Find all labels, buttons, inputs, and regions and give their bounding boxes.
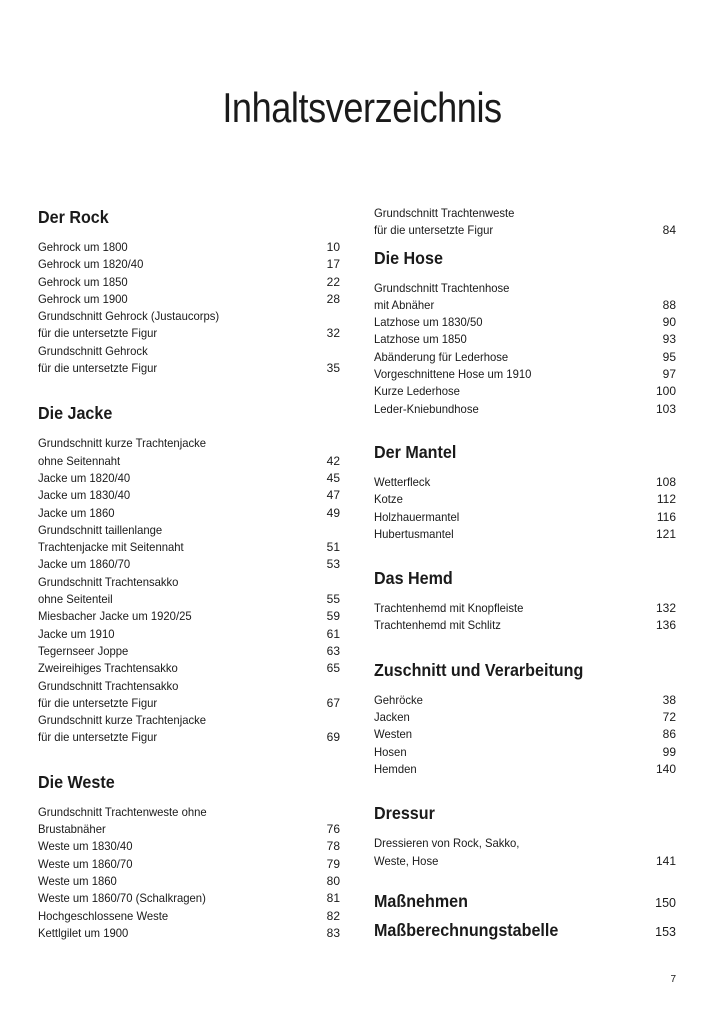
toc-entry[interactable] <box>38 308 340 325</box>
entry-label: Grundschnitt Gehrock (Justaucorps) <box>38 309 220 324</box>
toc-entry[interactable] <box>38 291 340 308</box>
entry-label: Leder-Kniebundhose <box>374 401 479 416</box>
entry-page: 42 <box>326 453 340 468</box>
entry-label: Jacke um 1860 <box>38 505 115 520</box>
section-heading: Zuschnitt und Verarbeitung <box>374 659 584 680</box>
entry-page: 45 <box>326 470 340 485</box>
entry-page: 82 <box>326 908 340 923</box>
entry-page: 150 <box>655 895 676 910</box>
toc-entry[interactable] <box>374 692 676 709</box>
entry-label: Jacke um 1830/40 <box>38 488 131 503</box>
entry-label: Hubertusmantel <box>374 526 454 541</box>
toc-entry[interactable] <box>38 695 340 712</box>
entry-page: 103 <box>655 401 676 416</box>
toc-entry[interactable] <box>38 804 340 821</box>
entry-label: für die untersetzte Figur <box>374 223 494 238</box>
entry-label: Grundschnitt Trachtensakko <box>38 678 179 693</box>
entry-label: Holzhauermantel <box>374 509 460 524</box>
continued-entry-list <box>374 205 676 240</box>
entry-label: Weste um 1860/70 <box>38 856 133 871</box>
entry-label: Grundschnitt kurze Trachtenjacke <box>38 436 207 451</box>
entry-page: 55 <box>326 592 340 607</box>
toc-entry[interactable] <box>38 821 340 838</box>
toc-entry[interactable] <box>374 366 676 383</box>
toc-entry[interactable] <box>374 205 676 222</box>
entry-page: 112 <box>656 492 676 507</box>
entry-label: Vorgeschnittene Hose um 1910 <box>374 367 532 382</box>
entry-label: für die untersetzte Figur <box>38 695 158 710</box>
entry-label: Gehrock um 1850 <box>38 274 128 289</box>
entry-page: 132 <box>655 601 676 616</box>
toc-entry[interactable] <box>38 453 340 470</box>
entry-label: Weste um 1860 <box>38 873 117 888</box>
toc-entry[interactable] <box>374 617 676 634</box>
entry-page: 108 <box>655 474 676 489</box>
entry-label: Maßnehmen <box>374 890 468 911</box>
entry-page: 79 <box>326 856 340 871</box>
toc-entry-massberechnungstabelle[interactable] <box>374 920 676 950</box>
section-heading: Die Jacke <box>38 403 113 424</box>
toc-section-dressur <box>374 802 676 870</box>
entry-label: Latzhose um 1850 <box>374 332 467 347</box>
entry-label: Jacke um 1820/40 <box>38 470 131 485</box>
entry-page: 28 <box>326 291 340 306</box>
entry-label: Latzhose um 1830/50 <box>374 315 483 330</box>
toc-entry[interactable] <box>374 761 676 778</box>
entry-label: Hochgeschlossene Weste <box>38 908 169 923</box>
toc-entry[interactable] <box>38 487 340 504</box>
toc-entry[interactable] <box>38 660 340 677</box>
entry-page: 121 <box>655 526 676 541</box>
toc-entry[interactable] <box>38 591 340 608</box>
toc-entry[interactable] <box>38 838 340 855</box>
entry-label: Weste um 1860/70 (Schalkragen) <box>38 891 206 906</box>
entry-label: Hemden <box>374 761 417 776</box>
entry-label: Weste, Hose <box>374 853 439 868</box>
entry-label: Jacke um 1860/70 <box>38 557 131 572</box>
toc-left-column <box>38 206 340 942</box>
section-heading: Das Hemd <box>374 568 453 589</box>
toc-entry[interactable] <box>38 343 340 360</box>
entry-page: 81 <box>326 891 340 906</box>
entry-label: Gehrock um 1800 <box>38 240 128 254</box>
entry-label: Weste um 1830/40 <box>38 839 133 854</box>
toc-section-zuschnitt <box>374 659 676 778</box>
toc-entry[interactable] <box>38 608 340 625</box>
entry-page: 61 <box>326 626 340 641</box>
entry-page: 59 <box>326 609 340 624</box>
toc-entry[interactable] <box>374 222 676 239</box>
toc-section-weste <box>38 771 340 942</box>
entry-page: 65 <box>326 661 340 676</box>
toc-entry[interactable] <box>374 835 676 852</box>
entry-page: 10 <box>326 240 340 254</box>
entry-page: 22 <box>326 274 340 289</box>
entry-page: 83 <box>326 925 340 940</box>
entry-label: Trachtenjacke mit Seitennaht <box>38 540 184 555</box>
entry-label: Dressieren von Rock, Sakko, <box>374 836 520 851</box>
entry-list <box>38 239 340 377</box>
toc-entry-massnehmen[interactable] <box>374 891 676 921</box>
big-entry-list <box>374 891 676 950</box>
entry-page: 90 <box>662 315 676 330</box>
entry-page: 141 <box>655 853 676 868</box>
toc-section-jacke <box>38 402 340 746</box>
toc-entry[interactable] <box>374 491 676 508</box>
toc-entry[interactable] <box>38 470 340 487</box>
entry-page: 86 <box>662 727 676 742</box>
entry-label: Westen <box>374 727 413 742</box>
entry-page: 67 <box>326 695 340 710</box>
toc-section-mantel <box>374 441 676 543</box>
toc-entry[interactable] <box>38 556 340 573</box>
toc-entry[interactable] <box>374 401 676 418</box>
toc-entry[interactable] <box>38 729 340 746</box>
entry-page: 93 <box>662 332 676 347</box>
toc-entry[interactable] <box>374 600 676 617</box>
entry-page: 63 <box>326 643 340 658</box>
toc-entry[interactable] <box>38 274 340 291</box>
toc-entry[interactable] <box>38 908 340 925</box>
entry-label: Kurze Lederhose <box>374 384 460 399</box>
toc-entry[interactable] <box>38 873 340 890</box>
toc-entry[interactable] <box>38 626 340 643</box>
entry-page: 88 <box>662 297 676 312</box>
toc-entry[interactable] <box>374 526 676 543</box>
toc-entry[interactable] <box>374 331 676 348</box>
toc-entry[interactable] <box>374 744 676 761</box>
entry-label: Zweireihiges Trachtensakko <box>38 661 178 676</box>
section-heading: Der Rock <box>38 207 109 227</box>
toc-entry[interactable] <box>38 435 340 452</box>
toc-entry[interactable] <box>38 256 340 273</box>
toc-entry[interactable] <box>38 925 340 942</box>
section-heading: Der Mantel <box>374 441 457 462</box>
page-number: 7 <box>670 974 676 985</box>
toc-entry[interactable] <box>374 297 676 314</box>
entry-page: 78 <box>326 839 340 854</box>
entry-page: 32 <box>326 326 340 341</box>
toc-entry[interactable] <box>374 853 676 870</box>
entry-label: Grundschnitt Trachtenweste ohne <box>38 804 207 819</box>
entry-list <box>374 600 676 635</box>
entry-label: mit Abnäher <box>374 297 435 312</box>
entry-page: 51 <box>326 540 340 555</box>
entry-page: 80 <box>326 873 340 888</box>
entry-label: Jacken <box>374 710 410 725</box>
toc-entry[interactable] <box>38 239 340 256</box>
entry-label: Grundschnitt kurze Trachtenjacke <box>38 713 207 728</box>
entry-label: Miesbacher Jacke um 1920/25 <box>38 609 192 624</box>
toc-section-hemd <box>374 567 676 635</box>
entry-label: ohne Seitennaht <box>38 453 121 468</box>
entry-label: Hosen <box>374 744 407 759</box>
toc-entry[interactable] <box>374 349 676 366</box>
section-heading: Die Hose <box>374 247 443 268</box>
toc-entry[interactable] <box>38 539 340 556</box>
entry-page: 35 <box>326 361 340 376</box>
entry-page: 17 <box>326 257 340 272</box>
toc-entry[interactable] <box>38 712 340 729</box>
toc-entry[interactable] <box>38 678 340 695</box>
entry-label: Gehrock um 1900 <box>38 291 128 306</box>
entry-label: Jacke um 1910 <box>38 626 115 641</box>
entry-label: Brustabnäher <box>38 822 106 837</box>
toc-entry[interactable] <box>38 360 340 377</box>
toc-section-rock <box>38 206 340 377</box>
entry-list <box>374 835 676 870</box>
toc-entry[interactable] <box>374 709 676 726</box>
entry-label: Maßberechnungstabelle <box>374 920 559 941</box>
entry-page: 97 <box>662 367 676 382</box>
entry-label: für die untersetzte Figur <box>38 361 158 376</box>
toc-right-column <box>374 206 676 950</box>
entry-label: Kettlgilet um 1900 <box>38 925 129 940</box>
entry-list <box>38 804 340 942</box>
section-heading: Die Weste <box>38 771 115 792</box>
entry-page: 136 <box>655 618 676 633</box>
entry-page: 153 <box>655 925 676 940</box>
toc-entry[interactable] <box>38 643 340 660</box>
entry-label: Grundschnitt taillenlange <box>38 522 163 537</box>
entry-list <box>38 435 340 746</box>
toc-entry[interactable] <box>374 314 676 331</box>
entry-list <box>374 280 676 418</box>
entry-label: Trachtenhemd mit Knopfleiste <box>374 601 524 616</box>
toc-entry[interactable] <box>38 856 340 873</box>
entry-page: 69 <box>326 730 340 745</box>
page-title: Inhaltsverzeichnis <box>222 84 502 131</box>
entry-page: 100 <box>655 384 676 399</box>
entry-label: Tegernseer Joppe <box>38 643 129 658</box>
entry-label: Trachtenhemd mit Schlitz <box>374 618 501 633</box>
entry-label: für die untersetzte Figur <box>38 326 158 341</box>
entry-page: 47 <box>326 488 340 503</box>
section-heading: Dressur <box>374 803 435 824</box>
entry-label: für die untersetzte Figur <box>38 730 158 745</box>
entry-label: Grundschnitt Trachtenweste <box>374 206 515 220</box>
toc-entry[interactable] <box>374 726 676 743</box>
entry-page: 38 <box>662 692 676 707</box>
entry-page: 95 <box>662 349 676 364</box>
entry-page: 99 <box>662 744 676 759</box>
entry-label: Grundschnitt Trachtensakko <box>38 574 179 589</box>
entry-label: ohne Seitenteil <box>38 592 113 607</box>
toc-entry[interactable] <box>38 325 340 342</box>
toc-section-hose <box>374 247 676 418</box>
toc-entry[interactable] <box>38 505 340 522</box>
entry-label: Kotze <box>374 492 403 507</box>
entry-label: Abänderung für Lederhose <box>374 349 509 364</box>
entry-label: Grundschnitt Trachtenhose <box>374 280 510 295</box>
toc-entry[interactable] <box>374 509 676 526</box>
entry-page: 76 <box>326 822 340 837</box>
toc-entry[interactable] <box>38 890 340 907</box>
entry-list <box>374 474 676 543</box>
toc-entry[interactable] <box>38 574 340 591</box>
toc-entry[interactable] <box>374 474 676 491</box>
entry-label: Gehrock um 1820/40 <box>38 257 144 272</box>
entry-page: 49 <box>326 505 340 520</box>
entry-label: Gehröcke <box>374 692 423 707</box>
toc-entry[interactable] <box>374 383 676 400</box>
entry-page: 53 <box>326 557 340 572</box>
entry-list <box>374 692 676 778</box>
entry-page: 116 <box>656 509 676 524</box>
toc-entry[interactable] <box>374 280 676 297</box>
entry-label: Wetterfleck <box>374 474 431 489</box>
entry-label: Grundschnitt Gehrock <box>38 343 148 358</box>
toc-entry[interactable] <box>38 522 340 539</box>
entry-page: 84 <box>662 223 676 238</box>
entry-page: 140 <box>655 761 676 776</box>
entry-page: 72 <box>662 710 676 725</box>
